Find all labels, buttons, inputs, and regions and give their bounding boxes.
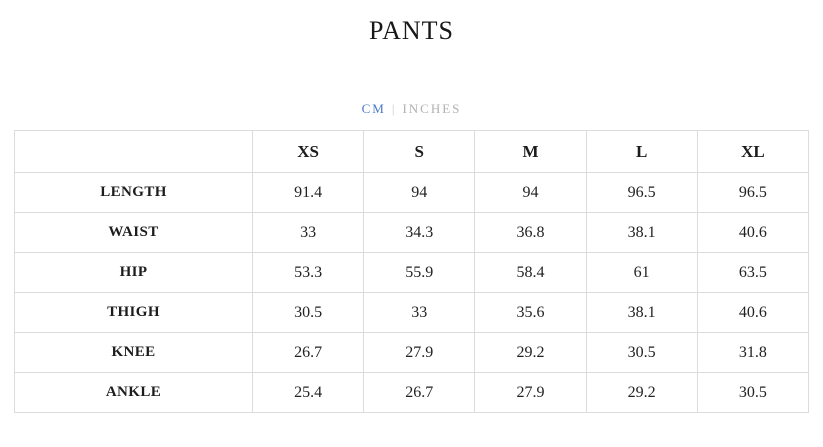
cell-knee-m: 29.2 <box>475 333 586 373</box>
size-table <box>14 130 809 413</box>
header-cell-empty <box>15 131 253 173</box>
row-label-ankle: ANKLE <box>15 373 253 413</box>
cell-ankle-xl: 30.5 <box>697 373 808 413</box>
cell-length-l: 96.5 <box>586 173 697 213</box>
cell-hip-s: 55.9 <box>364 253 475 293</box>
cell-hip-m: 58.4 <box>475 253 586 293</box>
size-table-header <box>15 131 809 173</box>
cell-waist-l: 38.1 <box>586 213 697 253</box>
cell-thigh-l: 38.1 <box>586 293 697 333</box>
header-cell-xs: XS <box>253 131 364 173</box>
row-label-length: LENGTH <box>15 173 253 213</box>
unit-inches-link[interactable]: INCHES <box>402 101 462 116</box>
table-row-thigh <box>15 293 809 333</box>
cell-thigh-s: 33 <box>364 293 475 333</box>
unit-cm-link[interactable]: CM <box>361 101 386 116</box>
cell-knee-xs: 26.7 <box>253 333 364 373</box>
table-row-hip <box>15 253 809 293</box>
cell-ankle-xs: 25.4 <box>253 373 364 413</box>
cell-knee-xl: 31.8 <box>697 333 808 373</box>
cell-waist-xl: 40.6 <box>697 213 808 253</box>
cell-ankle-m: 27.9 <box>475 373 586 413</box>
table-row-waist <box>15 213 809 253</box>
cell-length-xs: 91.4 <box>253 173 364 213</box>
cell-hip-l: 61 <box>586 253 697 293</box>
header-row <box>15 131 809 173</box>
cell-ankle-l: 29.2 <box>586 373 697 413</box>
cell-waist-s: 34.3 <box>364 213 475 253</box>
table-row-ankle <box>15 373 809 413</box>
cell-thigh-m: 35.6 <box>475 293 586 333</box>
row-label-thigh: THIGH <box>15 293 253 333</box>
cell-length-s: 94 <box>364 173 475 213</box>
row-label-knee: KNEE <box>15 333 253 373</box>
cell-length-xl: 96.5 <box>697 173 808 213</box>
table-row-knee <box>15 333 809 373</box>
cell-thigh-xl: 40.6 <box>697 293 808 333</box>
table-row-length <box>15 173 809 213</box>
cell-thigh-xs: 30.5 <box>253 293 364 333</box>
cell-hip-xl: 63.5 <box>697 253 808 293</box>
header-cell-s: S <box>364 131 475 173</box>
cell-length-m: 94 <box>475 173 586 213</box>
page-title: PANTS <box>369 16 454 45</box>
cell-waist-m: 36.8 <box>475 213 586 253</box>
header-cell-m: M <box>475 131 586 173</box>
row-label-waist: WAIST <box>15 213 253 253</box>
cell-knee-s: 27.9 <box>364 333 475 373</box>
unit-toggle <box>0 101 823 117</box>
cell-knee-l: 30.5 <box>586 333 697 373</box>
cell-ankle-s: 26.7 <box>364 373 475 413</box>
cell-hip-xs: 53.3 <box>253 253 364 293</box>
header-cell-xl: XL <box>697 131 808 173</box>
header-cell-l: L <box>586 131 697 173</box>
cell-waist-xs: 33 <box>253 213 364 253</box>
row-label-hip: HIP <box>15 253 253 293</box>
unit-separator: | <box>391 101 397 116</box>
